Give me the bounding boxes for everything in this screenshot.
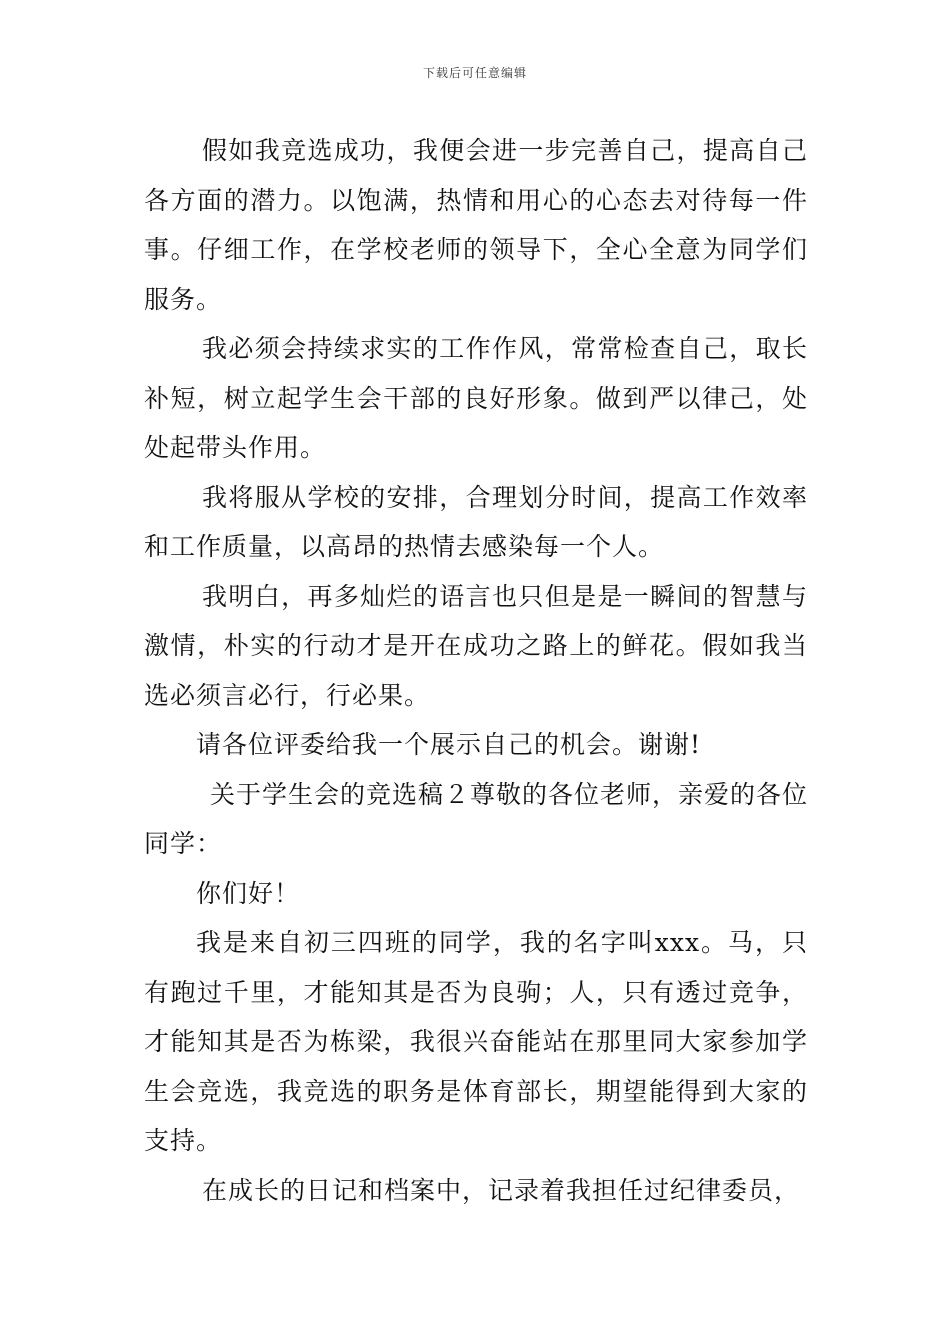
paragraph: 假如我竞选成功，我便会进一步完善自己，提高自己各方面的潜力。以饱满，热情和用心的心态去对待每一件事。仔细工作，在学校老师的领导下，全心全意为同学们服务。 xyxy=(144,136,808,314)
paragraph: 我必须会持续求实的工作作风，常常检查自己，取长补短，树立起学生会干部的良好形象。做到严以律己，处处起带头作用。 xyxy=(144,334,808,462)
paragraph: 在成长的日记和档案中，记录着我担任过纪律委员， xyxy=(202,1175,801,1205)
paragraph: 请各位评委给我一个展示自己的机会。谢谢! xyxy=(196,730,702,759)
paragraph: 我将服从学校的安排，合理划分时间，提高工作效率和工作质量，以高昂的热情去感染每一个人。 xyxy=(144,482,808,561)
paragraph: 我明白，再多灿烂的语言也只但是是一瞬间的智慧与激情，朴实的行动才是开在成功之路上的鲜花。假如我当选必须言必行，行必果。 xyxy=(144,581,808,710)
paragraph: 关于学生会的竞选稿２尊敬的各位老师，亲爱的各位同学： xyxy=(144,779,809,858)
paragraph: 我是来自初三四班的同学，我的名字叫xxx。马，只有跑过千里，才能知其是否为良驹；人，只有透过竞争，才能知其是否为栋梁，我很兴奋能站在那里同大家参加学生会竞选，我竞选的职务是体育部长，期望能得到大家的支持。 xyxy=(144,928,808,1155)
document-body xyxy=(144,126,808,1215)
paragraph: 你们好！ xyxy=(196,878,301,908)
header-note: 下载后可任意编辑 xyxy=(422,66,527,80)
